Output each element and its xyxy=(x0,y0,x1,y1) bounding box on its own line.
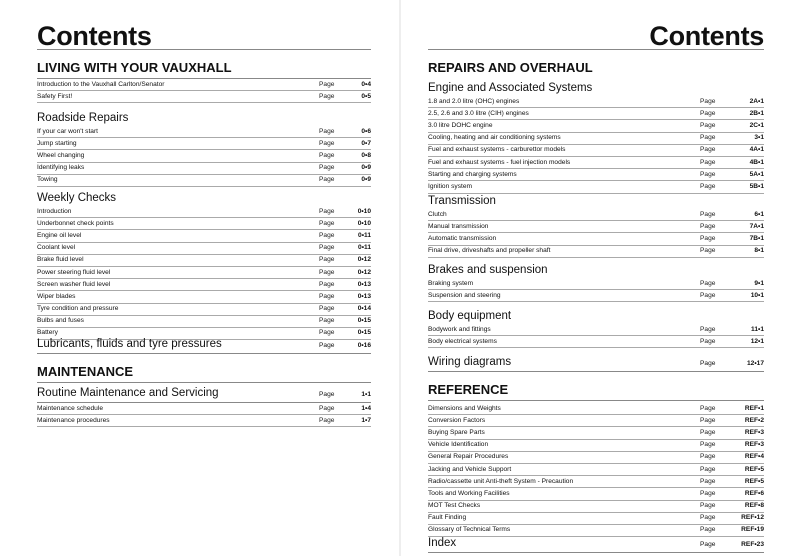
toc-row[interactable]: Engine oil level Page 0•11 xyxy=(37,230,371,242)
page-title: Contents xyxy=(37,21,152,51)
toc-row[interactable]: Suspension and steering Page 10•1 xyxy=(428,290,764,302)
toc-row[interactable]: General Repair Procedures Page REF•4 xyxy=(428,452,764,464)
toc-row[interactable]: Bulbs and fuses Page 0•15 xyxy=(37,316,371,328)
section-weekly-checks xyxy=(37,191,371,340)
toc-row[interactable]: 1.8 and 2.0 litre (OHC) engines Page 2A•1 xyxy=(428,96,764,108)
toc-row[interactable]: Braking system Page 9•1 xyxy=(428,278,764,290)
toc-row[interactable]: Body electrical systems Page 12•1 xyxy=(428,336,764,348)
toc-row[interactable]: Introduction Page 0•10 xyxy=(37,206,371,218)
section-body-equipment xyxy=(428,309,764,348)
toc-row[interactable]: Maintenance schedule Page 1•4 xyxy=(37,403,371,415)
toc-row[interactable]: Screen washer fluid level Page 0•13 xyxy=(37,279,371,291)
toc-row[interactable]: 2.5, 2.6 and 3.0 litre (CIH) engines Page 2B•1 xyxy=(428,108,764,120)
toc-row-wiring-diagrams[interactable]: Wiring diagrams Page 12•17 xyxy=(428,355,764,372)
part-reference xyxy=(428,382,764,401)
toc-row[interactable]: Cooling, heating and air conditioning systems Page 3•1 xyxy=(428,133,764,145)
section-heading: Brakes and suspension xyxy=(428,264,548,276)
toc-row[interactable]: Conversion Factors Page REF•2 xyxy=(428,415,764,427)
toc-row[interactable]: Wheel changing Page 0•8 xyxy=(37,150,371,162)
toc-row[interactable]: Final drive, driveshafts and propeller shaft Page 8•1 xyxy=(428,246,764,258)
toc-row-introduction-vauxhall[interactable]: Introduction to the Vauxhall Carlton/Senator Page 0•4 xyxy=(37,79,371,91)
toc-row[interactable]: Bodywork and fittings Page 11•1 xyxy=(428,324,764,336)
toc-row[interactable]: Coolant level Page 0•11 xyxy=(37,243,371,255)
toc-row[interactable]: Radio/cassette unit Anti-theft System - Precaution Page REF•5 xyxy=(428,476,764,488)
toc-row[interactable]: Fuel and exhaust systems - carburettor models Page 4A•1 xyxy=(428,145,764,157)
toc-row[interactable]: Vehicle Identification Page REF•3 xyxy=(428,440,764,452)
part-heading: MAINTENANCE xyxy=(37,364,371,383)
part-maintenance xyxy=(37,364,371,383)
toc-row[interactable]: Buying Spare Parts Page REF•3 xyxy=(428,427,764,439)
toc-row[interactable]: Automatic transmission Page 7B•1 xyxy=(428,233,764,245)
section-transmission xyxy=(428,194,764,258)
part-heading: REFERENCE xyxy=(428,382,764,401)
toc-row[interactable]: Power steering fluid level Page 0•12 xyxy=(37,267,371,279)
toc-row[interactable]: Jump starting Page 0•7 xyxy=(37,138,371,150)
section-heading: Transmission xyxy=(428,195,496,207)
section-heading: Roadside Repairs xyxy=(37,112,129,124)
toc-row[interactable]: Tyre condition and pressure Page 0•14 xyxy=(37,304,371,316)
toc-row[interactable]: Fuel and exhaust systems - fuel injection models Page 4B•1 xyxy=(428,157,764,169)
toc-row[interactable]: 3.0 litre DOHC engine Page 2C•1 xyxy=(428,120,764,132)
section-heading: Body equipment xyxy=(428,310,512,322)
page-title: Contents xyxy=(649,21,764,51)
toc-row[interactable]: Starting and charging systems Page 5A•1 xyxy=(428,169,764,181)
section-routine-maintenance xyxy=(37,386,371,427)
toc-row-routine-maintenance[interactable]: Routine Maintenance and Servicing Page 1•1 xyxy=(37,386,371,403)
toc-row[interactable]: Glossary of Technical Terms Page REF•19 xyxy=(428,525,764,537)
toc-row[interactable]: Wiper blades Page 0•13 xyxy=(37,291,371,303)
section-engine xyxy=(428,81,764,194)
toc-row[interactable]: Fault Finding Page REF•12 xyxy=(428,513,764,525)
toc-row[interactable]: Maintenance procedures Page 1•7 xyxy=(37,415,371,427)
toc-row[interactable]: Clutch Page 6•1 xyxy=(428,209,764,221)
toc-row[interactable]: Dimensions and Weights Page REF•1 xyxy=(428,403,764,415)
title-rule xyxy=(428,49,764,50)
toc-row[interactable]: MOT Test Checks Page REF•8 xyxy=(428,501,764,513)
part-repairs-overhaul xyxy=(428,60,764,78)
toc-row-safety-first[interactable]: Safety First! Page 0•5 xyxy=(37,91,371,103)
section-heading: Engine and Associated Systems xyxy=(428,82,593,94)
part-living xyxy=(37,60,371,103)
section-roadside-repairs xyxy=(37,111,371,187)
part-heading: REPAIRS AND OVERHAUL xyxy=(428,60,593,75)
toc-row-lubricants[interactable]: Lubricants, fluids and tyre pressures Page 0•16 xyxy=(37,337,371,354)
toc-row[interactable]: Jacking and Vehicle Support Page REF•5 xyxy=(428,464,764,476)
toc-row[interactable]: Brake fluid level Page 0•12 xyxy=(37,255,371,267)
toc-row[interactable]: Identifying leaks Page 0•9 xyxy=(37,163,371,175)
section-brakes xyxy=(428,263,764,302)
toc-row[interactable]: Manual transmission Page 7A•1 xyxy=(428,221,764,233)
toc-row[interactable]: Tools and Working Facilities Page REF•6 xyxy=(428,488,764,500)
section-reference-items xyxy=(428,403,764,537)
page-gutter xyxy=(399,0,401,556)
toc-row[interactable]: If your car won't start Page 0•6 xyxy=(37,126,371,138)
toc-row[interactable]: Towing Page 0•9 xyxy=(37,175,371,187)
part-heading: LIVING WITH YOUR VAUXHALL xyxy=(37,60,371,79)
title-rule xyxy=(37,49,371,50)
toc-row-index[interactable]: Index Page REF•23 xyxy=(428,536,764,553)
section-heading: Weekly Checks xyxy=(37,192,117,204)
toc-row[interactable]: Battery Page 0•15 xyxy=(37,328,371,340)
toc-row[interactable]: Ignition system Page 5B•1 xyxy=(428,181,764,193)
toc-row[interactable]: Underbonnet check points Page 0•10 xyxy=(37,218,371,230)
